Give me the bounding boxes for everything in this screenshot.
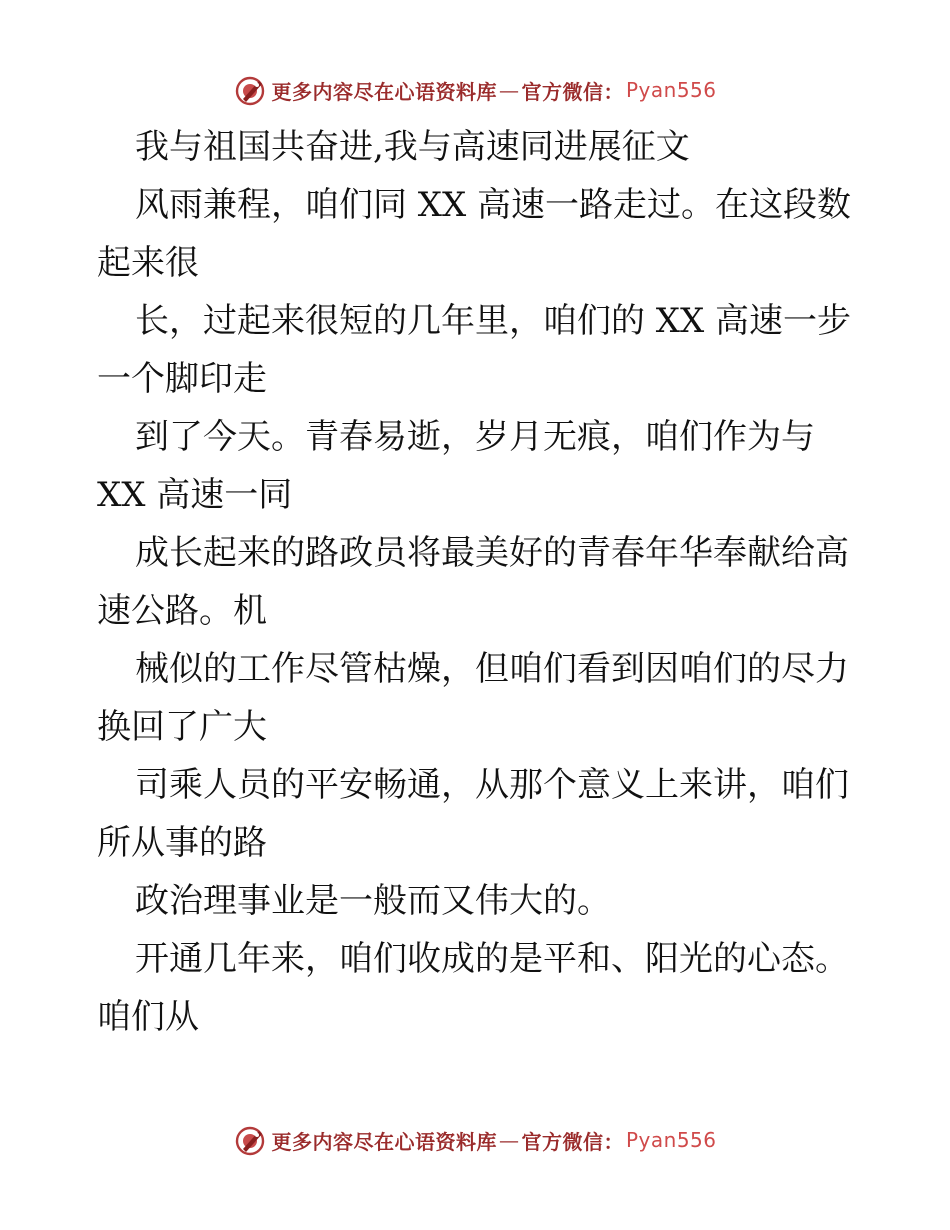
body-line: 到了今天。青春易逝，岁月无痕，咱们作为与 [135, 417, 815, 457]
banner-wechat-label: 官方微信： [521, 1129, 624, 1154]
body-line: 咱们从 [97, 997, 199, 1037]
document-title: 我与祖国共奋进,我与高速同进展征文 [135, 127, 690, 167]
body-line: 所从事的路 [97, 823, 267, 863]
body-line: 司乘人员的平安畅通，从那个意义上来讲，咱们 [135, 765, 849, 805]
banner-text: 更多内容尽在心语资料库 [271, 1129, 497, 1154]
body-line: 速公路。机 [97, 591, 267, 631]
pen-nib-logo-icon [233, 1123, 267, 1157]
body-line: 政治理事业是一般而又伟大的。 [135, 881, 611, 921]
pen-nib-logo-icon [233, 73, 267, 107]
document-body [97, 118, 857, 1046]
banner-separator: — [498, 1128, 520, 1152]
banner-handle: Pyan556 [625, 78, 717, 102]
banner-wechat-label: 官方微信： [521, 79, 624, 104]
banner-handle: Pyan556 [625, 1128, 717, 1152]
body-line: 换回了广大 [97, 707, 267, 747]
banner-separator: — [498, 78, 520, 102]
body-line: XX 高速一同 [97, 475, 293, 515]
body-line: 一个脚印走 [97, 359, 267, 399]
header-banner [0, 70, 950, 110]
body-line: 风雨兼程，咱们同 XX 高速一路走过。在这段数 [135, 185, 852, 225]
body-line: 械似的工作尽管枯燥，但咱们看到因咱们的尽力 [135, 649, 849, 689]
banner-text: 更多内容尽在心语资料库 [271, 79, 497, 104]
body-line: 开通几年来，咱们收成的是平和、阳光的心态。 [135, 939, 849, 979]
body-line: 起来很 [97, 243, 199, 283]
footer-banner [0, 1120, 950, 1160]
body-line: 成长起来的路政员将最美好的青春年华奉献给高 [135, 533, 849, 573]
body-line: 长，过起来很短的几年里，咱们的 XX 高速一步 [135, 301, 852, 341]
